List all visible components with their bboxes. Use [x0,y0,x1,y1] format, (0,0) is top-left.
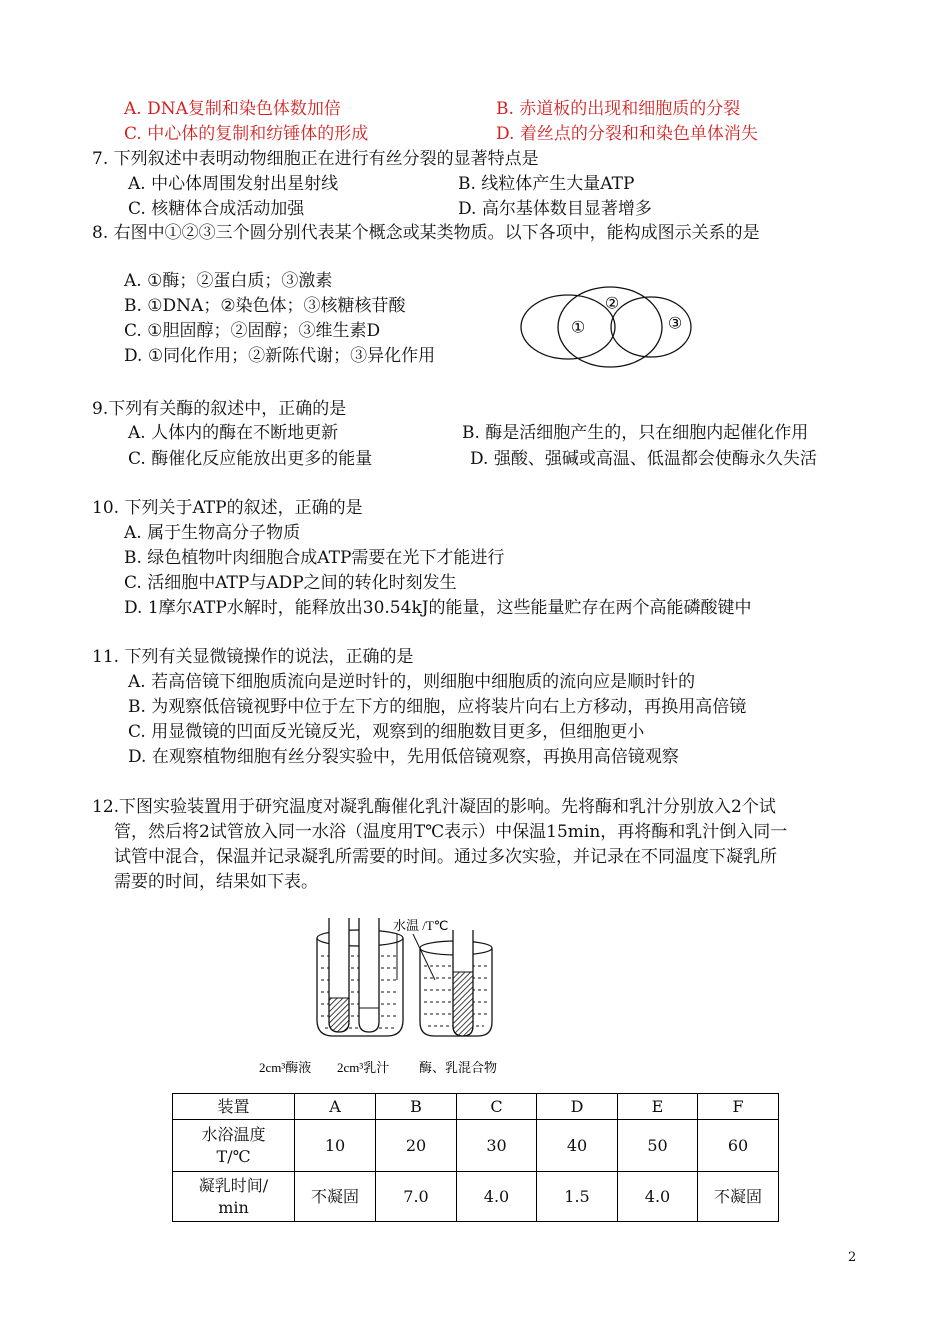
q9-option-c: C. 酶催化反应能放出更多的能量 [128,449,373,469]
table-cell: 7.0 [376,1172,457,1222]
table-cell: 60 [698,1120,779,1172]
table-cell: 4.0 [618,1172,698,1222]
q8-option-b: B. ①DNA；②染色体；③核糖核苷酸 [124,296,406,316]
circle-1 [521,295,615,359]
table-cell: 20 [376,1120,457,1172]
row-header-temperature-line-1: 水浴温度 [201,1124,266,1144]
q11-option-b: B. 为观察低倍镜视野中位于左下方的细胞，应将装片向右上方移动，再换用高倍镜 [128,697,747,717]
row-header-device: 装置 [173,1094,295,1120]
mixture-tube [453,930,473,1036]
q6-option-b: B. 赤道板的出现和细胞质的分裂 [496,99,741,119]
milk-label: 2cm³乳汁 [337,1060,390,1075]
water-temp-label: 水温 /T℃ [393,918,449,933]
row-header-temperature [173,1120,295,1172]
label-circle-3: ③ [667,313,683,333]
table-cell: 不凝固 [698,1172,779,1222]
milk-tube [359,918,379,1032]
q8-option-d: D. ①同化作用；②新陈代谢；③异化作用 [124,346,436,366]
q9-option-d: D. 强酸、强碱或高温、低温都会使酶永久失活 [470,449,817,469]
table-cell: 40 [537,1120,618,1172]
q10-option-d: D. 1摩尔ATP水解时，能释放出30.54kJ的能量，这些能量贮存在两个高能磷酸键中 [124,598,752,618]
row-header-temperature-line-2: T/℃ [216,1146,251,1166]
q11-option-c: C. 用显微镜的凹面反光镜反光，观察到的细胞数目更多，但细胞更小 [128,722,645,742]
results-table [172,1093,779,1222]
q8-stem: 8. 右图中①②③三个圆分别代表某个概念或某类物质。以下各项中，能构成图示关系的是 [92,223,760,243]
label-circle-2: ② [604,293,620,313]
q6-option-c: C. 中心体的复制和纺锤体的形成 [124,124,369,144]
table-cell: E [618,1094,698,1120]
water-temp-pointer-2 [413,934,435,980]
q7-option-a: A. 中心体周围发射出星射线 [128,174,339,194]
q12-text-line-3: 试管中混合，保温并记录凝乳所需要的时间。通过多次实验，并记录在不同温度下凝乳所 [114,847,777,867]
table-cell: 4.0 [457,1172,537,1222]
table-row-devices [173,1094,779,1120]
q10-option-a: A. 属于生物高分子物质 [124,523,301,543]
table-cell: 不凝固 [295,1172,376,1222]
venn-diagram [518,285,693,369]
table-cell: C [457,1094,537,1120]
mixture-label: 酶、乳混合物 [419,1060,498,1075]
table-cell: 10 [295,1120,376,1172]
q12-text-line-2: 管，然后将2试管放入同一水浴（温度用T℃表示）中保温15min，再将酶和乳汁倒入同一 [114,822,788,842]
table-row-temperatures [173,1120,779,1172]
q6-option-a: A. DNA复制和染色体数加倍 [124,99,341,119]
table-row-times [173,1172,779,1222]
table-cell: A [295,1094,376,1120]
enzyme-tube [329,918,349,1032]
q11-option-d: D. 在观察植物细胞有丝分裂实验中，先用低倍镜观察，再换用高倍镜观察 [128,747,679,767]
row-header-time-line-1: 凝乳时间/ [198,1175,269,1195]
q9-option-b: B. 酶是活细胞产生的，只在细胞内起催化作用 [462,423,809,443]
table-cell: D [537,1094,618,1120]
q6-option-d: D. 着丝点的分裂和和染色单体消失 [496,124,758,144]
row-header-time-line-2: min [218,1197,249,1217]
q10-option-c: C. 活细胞中ATP与ADP之间的转化时刻发生 [124,573,457,593]
table-cell: 1.5 [537,1172,618,1222]
q12-text-line-1: 12.下图实验装置用于研究温度对凝乳酶催化乳汁凝固的影响。先将酶和乳汁分别放入2个试 [92,797,776,817]
page-number: 2 [848,1250,857,1265]
q7-option-d: D. 高尔基体数目显著增多 [458,199,652,219]
table-cell: 50 [618,1120,698,1172]
q10-stem: 10. 下列关于ATP的叙述，正确的是 [92,498,363,518]
table-cell: B [376,1094,457,1120]
q12-text-line-4: 需要的时间，结果如下表。 [114,872,318,892]
q8-option-c: C. ①胆固醇；②固醇；③维生素D [124,321,381,341]
enzyme-label: 2cm³酶液 [259,1060,312,1075]
q11-option-a: A. 若高倍镜下细胞质流向是逆时针的，则细胞中细胞质的流向应是顺时针的 [128,672,696,692]
q7-option-c: C. 核糖体合成活动加强 [128,199,305,219]
table-cell: F [698,1094,779,1120]
row-header-time [173,1172,295,1222]
table-cell: 30 [457,1120,537,1172]
q7-option-b: B. 线粒体产生大量ATP [458,174,635,194]
q10-option-b: B. 绿色植物叶肉细胞合成ATP需要在光下才能进行 [124,548,505,568]
q9-option-a: A. 人体内的酶在不断地更新 [128,423,339,443]
q7-stem: 7. 下列叙述中表明动物细胞正在进行有丝分裂的显著特点是 [92,149,539,169]
q9-stem: 9.下列有关酶的叙述中，正确的是 [92,399,347,419]
label-circle-1: ① [570,317,586,337]
q8-option-a: A. ①酶；②蛋白质；③激素 [124,271,333,291]
apparatus-figure [255,910,530,1085]
q11-stem: 11. 下列有关显微镜操作的说法，正确的是 [92,647,414,667]
